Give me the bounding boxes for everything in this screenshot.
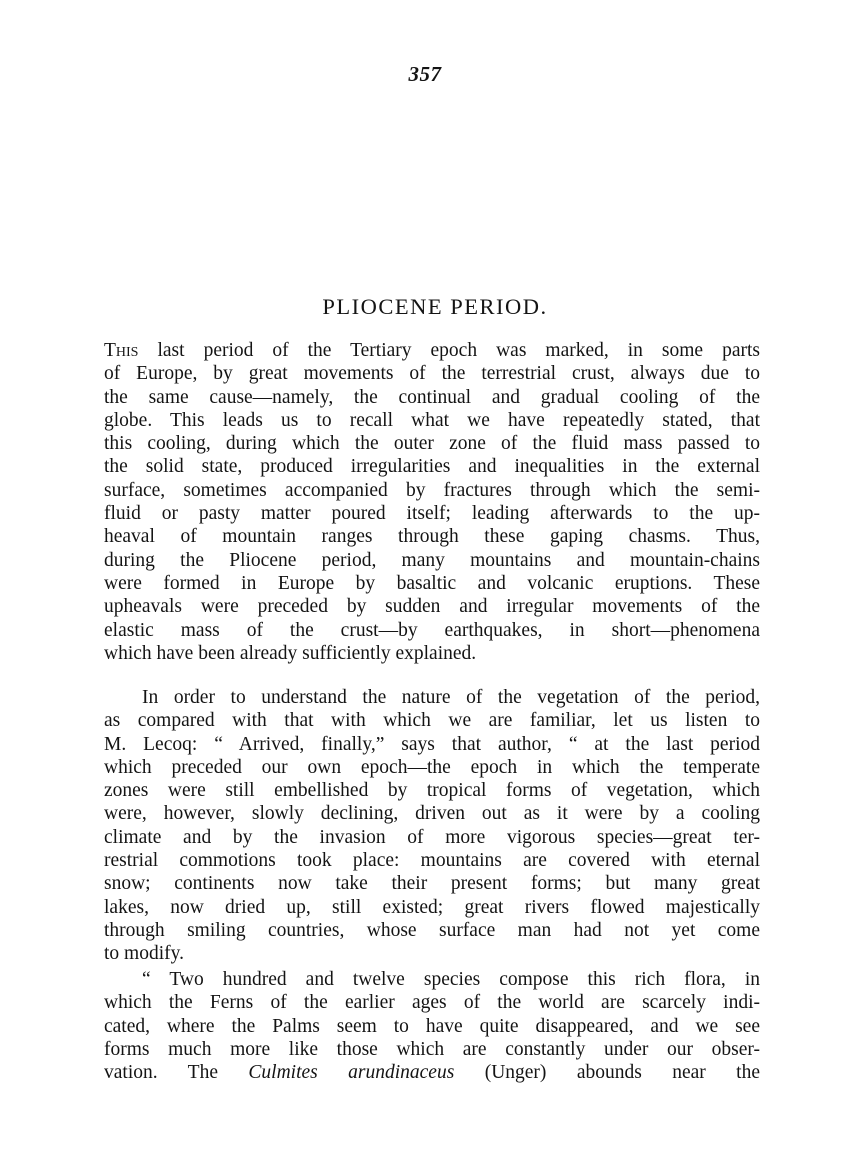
paragraph-line: lakes, now dried up, still existed; great rivers flowed majestically	[104, 896, 760, 918]
paragraph-3	[104, 968, 760, 1084]
paragraph-line: which preceded our own epoch—the epoch in which the temperate	[104, 756, 760, 778]
paragraph-line: globe. This leads us to recall what we have repeatedly stated, that	[104, 409, 760, 431]
paragraph-line: snow; continents now take their present forms; but many great	[104, 873, 760, 895]
paragraph-line: vation. The Culmites arundinaceus (Unger) abounds near the	[104, 1062, 760, 1084]
paragraph-line: of Europe, by great movements of the terrestrial crust, always due to	[104, 363, 760, 385]
paragraph-line: In order to understand the nature of the vegetation of the period,	[142, 687, 760, 708]
paragraph-line: elastic mass of the crust—by earthquakes, in short—phenomena	[104, 619, 760, 641]
paragraph-line: climate and by the invasion of more vigorous species—great ter-	[104, 826, 760, 848]
paragraph-line: This last period of the Tertiary epoch was marked, in some parts	[104, 340, 760, 361]
paragraph-line: upheavals were preceded by sudden and irregular movements of the	[104, 596, 760, 618]
paragraph-line: during the Pliocene period, many mountains and mountain-chains	[104, 549, 760, 571]
drop-lead-word: This	[104, 340, 139, 361]
paragraph-line: forms much more like those which are constantly under our obser-	[104, 1038, 760, 1060]
paragraph-line: surface, sometimes accompanied by fractures through which the semi-	[104, 479, 760, 501]
paragraph-line: the solid state, produced irregularities and inequalities in the external	[104, 456, 760, 478]
paragraph-1	[104, 339, 760, 665]
paragraph-line: zones were still embellished by tropical forms of vegetation, which	[104, 780, 760, 802]
paragraph-2	[104, 686, 760, 966]
paragraph-line: cated, where the Palms seem to have quite disappeared, and we see	[104, 1015, 760, 1037]
species-name: Culmites arundinaceus	[248, 1062, 455, 1084]
paragraph-line: fluid or pasty matter poured itself; leading afterwards to the up-	[104, 503, 760, 525]
page-number: 357	[408, 62, 442, 86]
paragraph-line: through smiling countries, whose surface man had not yet come	[104, 919, 760, 941]
paragraph-line: were formed in Europe by basaltic and volcanic eruptions. These	[104, 572, 760, 594]
paragraph-line: as compared with that with which we are familiar, let us listen to	[104, 710, 760, 732]
paragraph-line: which the Ferns of the earlier ages of the world are scarcely indi-	[104, 992, 760, 1014]
paragraph-line: which have been already sufficiently explained.	[104, 642, 477, 664]
paragraph-line: “ Two hundred and twelve species compose this rich flora, in	[142, 969, 760, 990]
paragraph-line: to modify.	[104, 943, 184, 965]
paragraph-line: were, however, slowly declining, driven out as it were by a cooling	[104, 803, 760, 825]
chapter-title: PLIOCENE PERIOD.	[322, 294, 548, 319]
paragraph-line: M. Lecoq: “ Arrived, finally,” says that author, “ at the last period	[104, 733, 760, 755]
paragraph-line: restrial commotions took place: mountains are covered with eternal	[104, 850, 760, 872]
paragraph-line: this cooling, during which the outer zone of the fluid mass passed to	[104, 433, 760, 455]
paragraph-line: heaval of mountain ranges through these gaping chasms. Thus,	[104, 526, 760, 548]
paragraph-line: the same cause—namely, the continual and gradual cooling of the	[104, 386, 760, 408]
